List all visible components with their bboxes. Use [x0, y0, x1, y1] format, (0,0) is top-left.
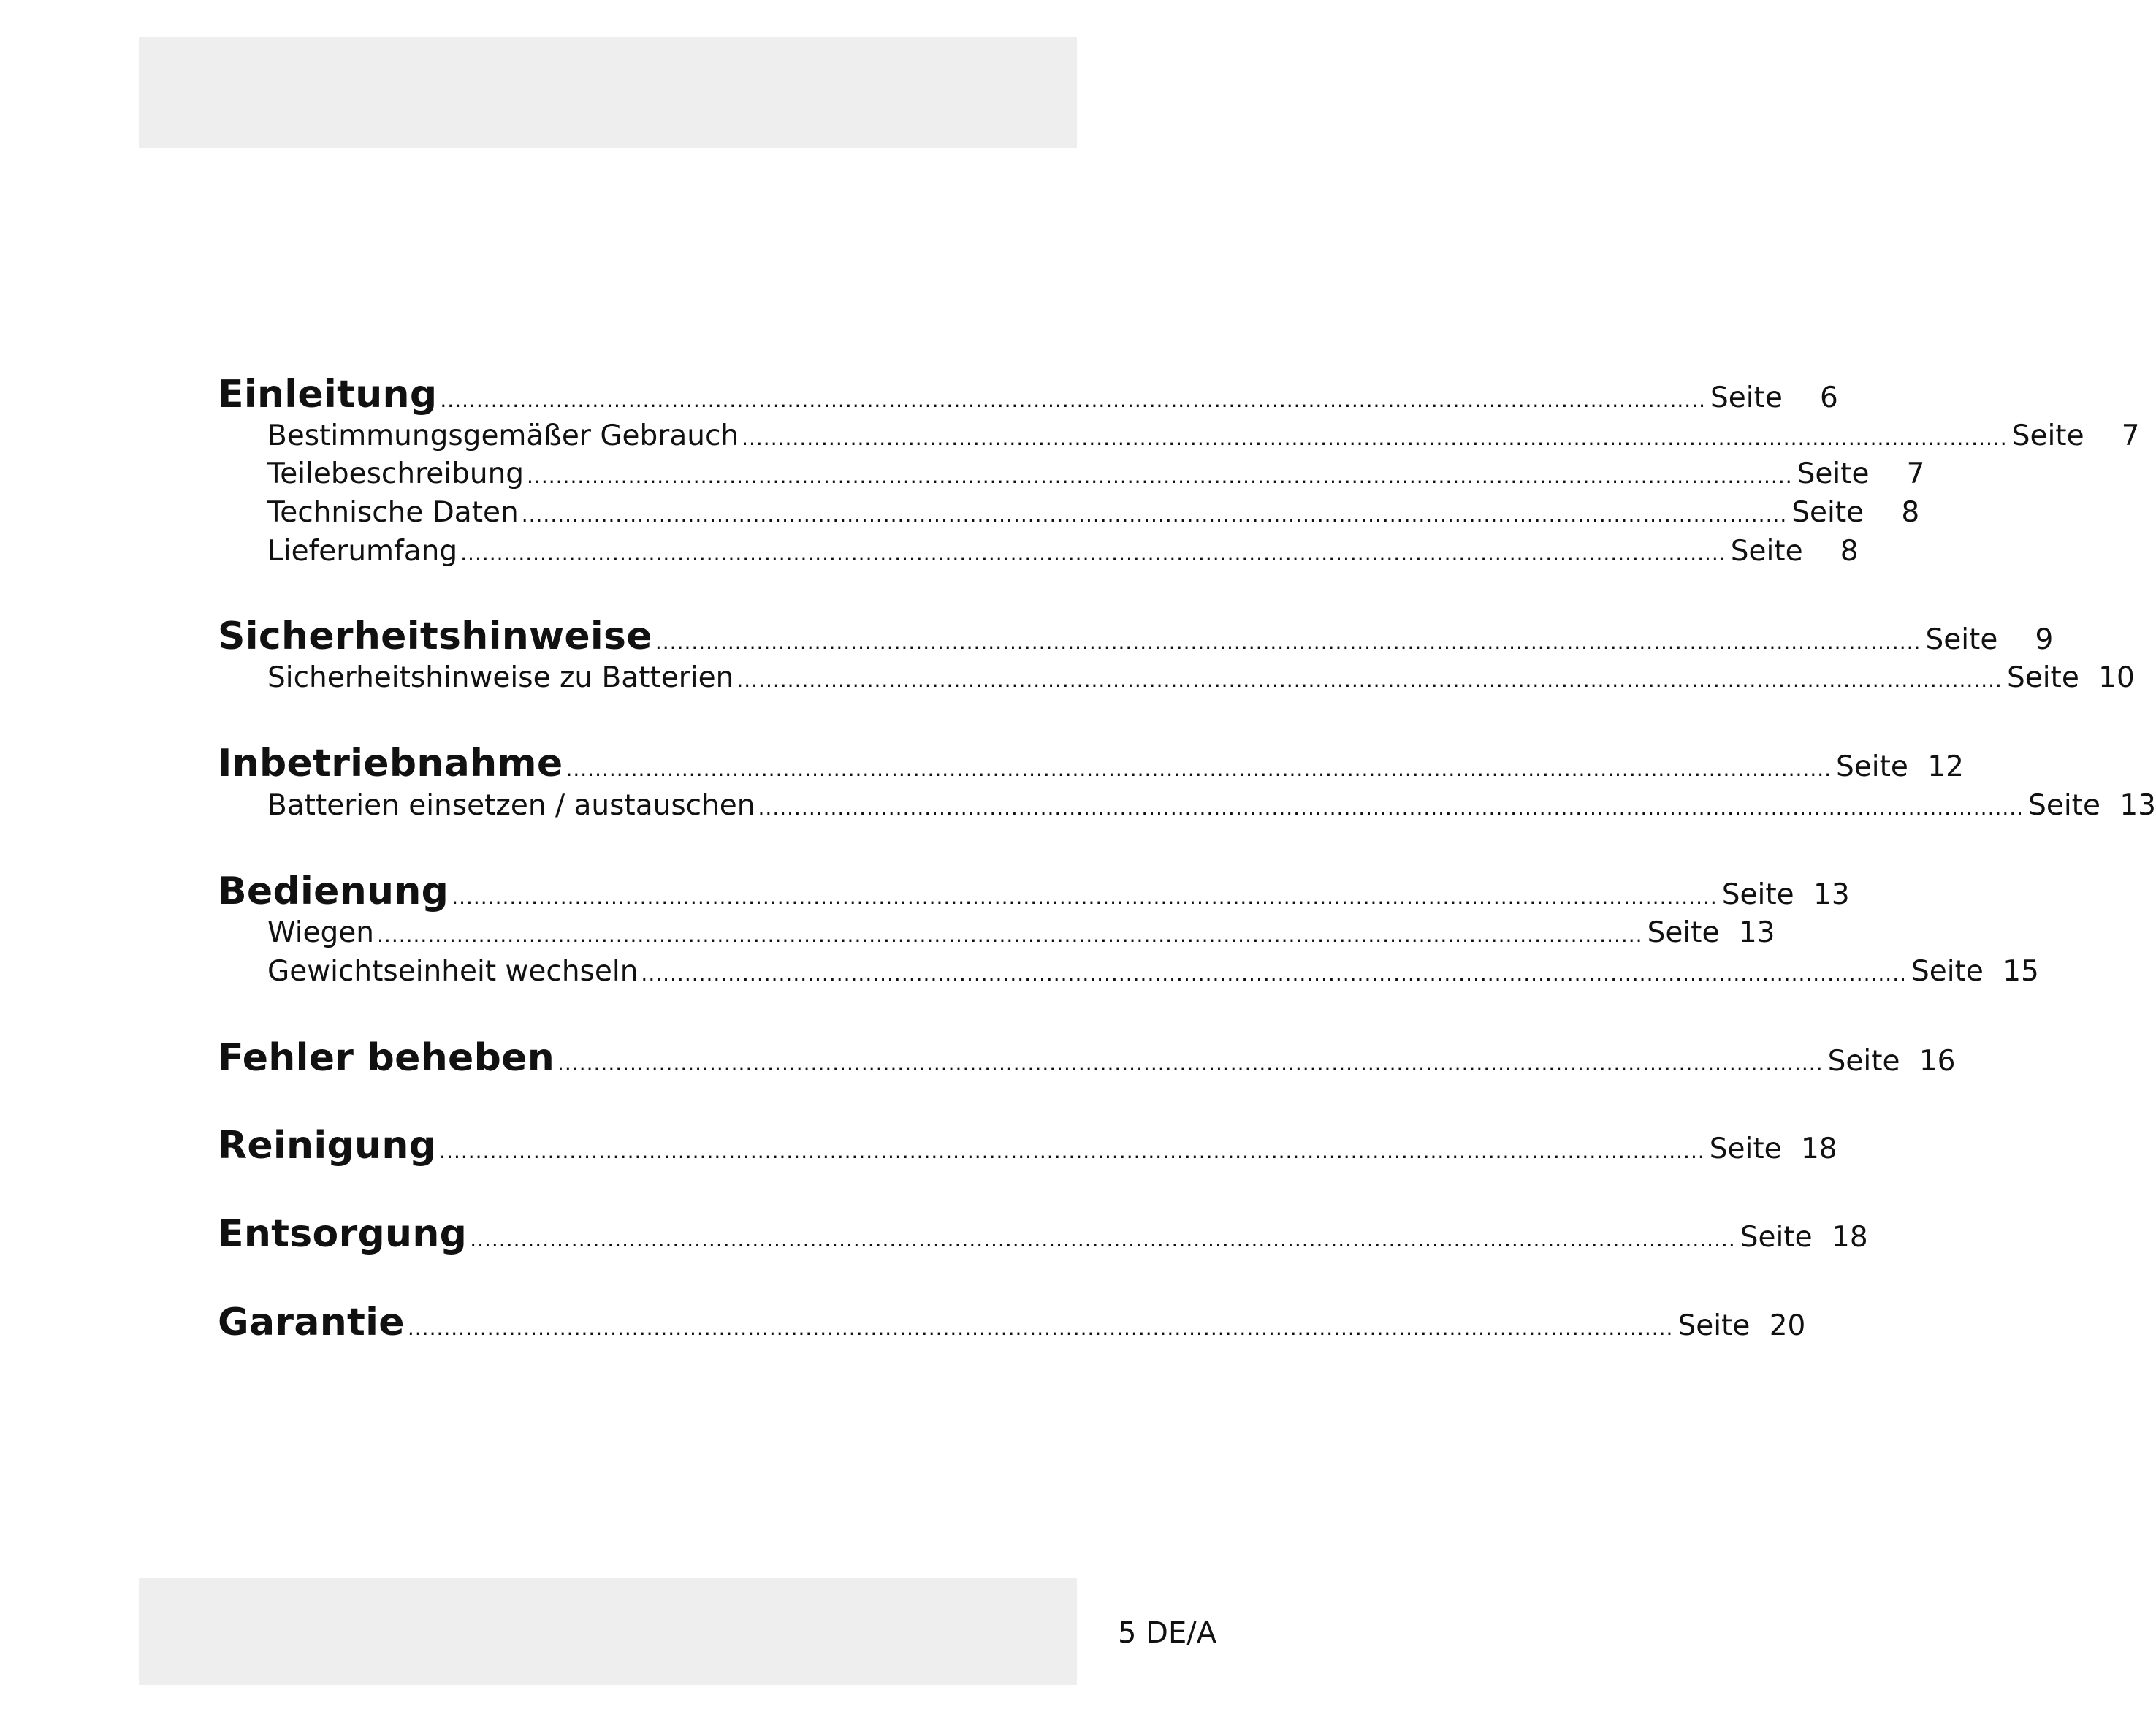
toc-page-ref: [2007, 661, 2135, 694]
page-number: 13: [1813, 878, 1850, 911]
dot-leader: [377, 923, 1643, 947]
page-word: Seite: [2028, 789, 2100, 822]
page-number: 8: [1901, 496, 1920, 529]
toc-section-reinigung[interactable]: [218, 1124, 1837, 1168]
toc-section-fehler-beheben[interactable]: [218, 1036, 1956, 1080]
toc-page-ref: [1648, 916, 1775, 949]
toc-section-einleitung[interactable]: [218, 373, 1838, 416]
page-number: 18: [1832, 1221, 1868, 1254]
toc-item-lieferumfang[interactable]: [267, 535, 1859, 568]
dot-leader: [470, 1227, 1736, 1252]
toc-item-title: Lieferumfang: [267, 535, 458, 568]
page-number: 13: [2119, 789, 2156, 822]
page-word: Seite: [2011, 419, 2084, 452]
toc-item-title: Wiegen: [267, 916, 375, 949]
dot-leader: [742, 426, 2008, 450]
toc-page-ref: [1710, 381, 1838, 414]
page-number: 10: [2098, 661, 2135, 694]
toc-item-teilebeschreibung[interactable]: [267, 457, 1925, 490]
dot-leader: [557, 1051, 1824, 1076]
toc-section-title: Sicherheitshinweise: [218, 614, 652, 658]
toc-item-title: Gewichtseinheit wechseln: [267, 955, 639, 988]
page-word: Seite: [1647, 916, 1720, 949]
toc-section-title: Inbetriebnahme: [218, 742, 563, 785]
page-number: 7: [2121, 419, 2140, 452]
page-number: 8: [1840, 535, 1859, 568]
toc-page-ref: [1710, 1133, 1837, 1165]
toc-page-ref: [1911, 955, 2039, 988]
page-number: 13: [1738, 916, 1775, 949]
dot-leader: [460, 541, 1726, 566]
toc-item-title: Teilebeschreibung: [267, 457, 525, 490]
toc-section-bedienung[interactable]: [218, 869, 1850, 913]
toc-page-ref: [1925, 623, 2053, 656]
toc-section-entsorgung[interactable]: [218, 1212, 1868, 1256]
page-number: 20: [1769, 1309, 1806, 1342]
page-number: 16: [1919, 1045, 1956, 1078]
toc-item-gewichtseinheit-wechseln[interactable]: [267, 955, 2039, 988]
toc-item-title: Batterien einsetzen / austauschen: [267, 789, 755, 822]
toc-section-inbetriebnahme[interactable]: [218, 742, 1964, 785]
toc-item-bestimmungsgemaesser-gebrauch[interactable]: [267, 419, 2140, 452]
dot-leader: [452, 885, 1718, 909]
toc-page-ref: [1731, 535, 1859, 568]
dot-leader: [736, 668, 2003, 692]
page-number: 18: [1800, 1133, 1837, 1165]
dot-leader: [440, 388, 1706, 412]
page-word: Seite: [2006, 661, 2079, 694]
toc-page-ref: [1722, 878, 1850, 911]
page-number: 15: [2003, 955, 2039, 988]
toc-page-ref: [1740, 1221, 1868, 1254]
dot-leader: [758, 796, 2024, 820]
toc-section-title: Bedienung: [218, 869, 449, 913]
toc-section-title: Einleitung: [218, 373, 438, 416]
toc-section-title: Entsorgung: [218, 1212, 468, 1256]
toc-page-ref: [1677, 1309, 1805, 1342]
page-word: Seite: [1797, 457, 1870, 490]
footer-page-label: 5 DE/A: [1118, 1616, 1217, 1650]
toc-section-title: Reinigung: [218, 1124, 437, 1168]
page-word: Seite: [1791, 496, 1864, 529]
page-number: 12: [1927, 750, 1964, 783]
dot-leader: [439, 1139, 1705, 1163]
header-band: [139, 37, 1077, 148]
toc-item-title: Sicherheitshinweise zu Batterien: [267, 661, 734, 694]
toc-item-title: Technische Daten: [267, 496, 519, 529]
page-word: Seite: [1709, 1133, 1782, 1165]
toc-page-ref: [1791, 496, 1919, 529]
page-word: Seite: [1925, 623, 1998, 656]
page-word: Seite: [1710, 381, 1783, 414]
dot-leader: [522, 503, 1788, 527]
toc-item-technische-daten[interactable]: [267, 496, 1920, 529]
dot-leader: [408, 1316, 1674, 1340]
footer-band: [139, 1578, 1217, 1685]
toc-section-title: Fehler beheben: [218, 1036, 555, 1080]
toc-page-ref: [1828, 1045, 1956, 1078]
page-word: Seite: [1911, 955, 1984, 988]
toc-section-sicherheitshinweise[interactable]: [218, 614, 2054, 658]
toc-section-title: Garantie: [218, 1301, 405, 1344]
page-word: Seite: [1677, 1309, 1751, 1342]
toc-page-ref: [2028, 789, 2156, 822]
dot-leader: [655, 630, 1921, 654]
dot-leader: [527, 464, 1793, 488]
page-number: 9: [2035, 623, 2054, 656]
toc-page-ref: [1836, 750, 1964, 783]
page-word: Seite: [1740, 1221, 1813, 1254]
toc-item-batterien-einsetzen[interactable]: [267, 789, 2156, 822]
page-word: Seite: [1730, 535, 1803, 568]
dot-leader: [641, 962, 1907, 986]
toc-section-garantie[interactable]: [218, 1301, 1806, 1344]
toc-item-sicherheitshinweise-batterien[interactable]: [267, 661, 2135, 694]
page-word: Seite: [1827, 1045, 1900, 1078]
page-word: Seite: [1721, 878, 1794, 911]
toc-item-wiegen[interactable]: [267, 916, 1775, 949]
toc-page-ref: [1797, 457, 1925, 490]
page-number: 6: [1820, 381, 1838, 414]
page-word: Seite: [1836, 750, 1908, 783]
page-number: 7: [1906, 457, 1925, 490]
toc-page-ref: [2012, 419, 2140, 452]
toc-item-title: Bestimmungsgemäßer Gebrauch: [267, 419, 739, 452]
dot-leader: [565, 757, 1832, 781]
